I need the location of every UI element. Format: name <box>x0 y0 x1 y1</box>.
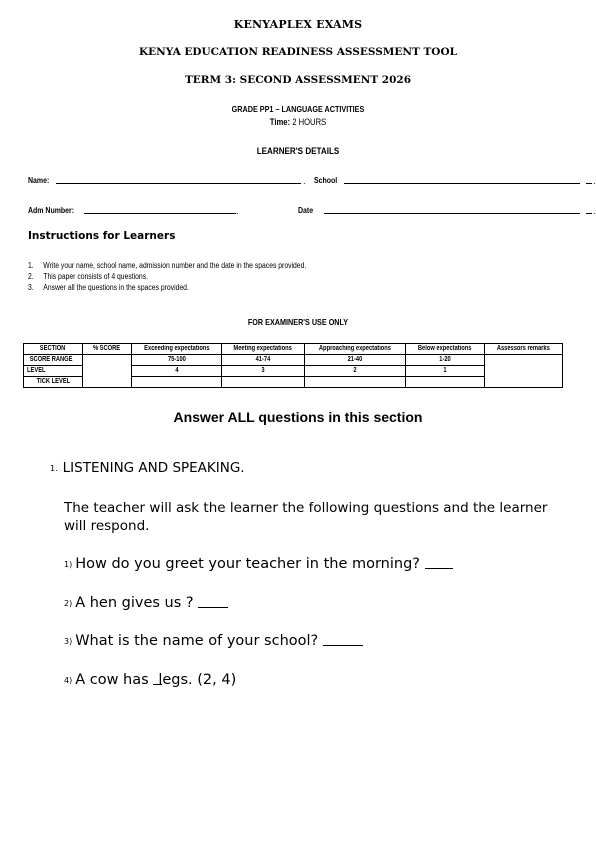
org-title: KENYAPLEX EXAMS <box>233 18 363 31</box>
adm-field[interactable] <box>84 213 236 214</box>
adm-dot: . <box>236 206 239 216</box>
sub-question-3 <box>64 632 363 649</box>
row-label: LEVEL <box>24 366 83 377</box>
time-value: 2 HOURS <box>292 117 327 127</box>
instructions-title: Instructions for Learners <box>28 230 176 242</box>
name-dot: . <box>303 176 306 186</box>
table-cell: 21-40 <box>305 355 406 366</box>
header-cell: % SCORE <box>83 344 132 355</box>
grade-title: GRADE PP1 – LANGUAGE ACTIVITIES <box>231 104 365 114</box>
sub-text: What is the name of your school? <box>75 633 319 649</box>
answer-blank[interactable] <box>425 555 453 569</box>
sub-num: 1) <box>64 560 73 569</box>
score-cell[interactable] <box>83 355 132 388</box>
section-instruction: Answer ALL questions in this section <box>173 409 423 425</box>
sub-text: How do you greet your teacher in the morning? <box>75 556 420 572</box>
instruction-item <box>28 282 400 293</box>
sub-text-post: legs. (2, 4) <box>158 672 237 688</box>
question-1-intro: The teacher will ask the learner the following questions and the learner will respond. <box>64 500 548 534</box>
sub-question-1 <box>64 555 453 572</box>
header-cell: Assessors remarks <box>485 344 563 355</box>
term-title: TERM 3: SECOND ASSESSMENT 2026 <box>184 74 412 86</box>
header-cell: Approaching expectations <box>305 344 406 355</box>
row-label: TICK LEVEL <box>24 377 83 388</box>
details-title: LEARNER'S DETAILS <box>256 146 340 157</box>
date-tail <box>586 213 592 214</box>
school-field[interactable] <box>344 183 580 184</box>
table-header-row <box>24 344 563 355</box>
table-cell: 41-74 <box>222 355 305 366</box>
instruction-text: Write your name, school name, admission number and the date in the spaces provided. <box>43 261 307 270</box>
tick-cell[interactable] <box>406 377 485 388</box>
date-dot: . <box>593 206 596 216</box>
name-label: Name: <box>28 175 50 185</box>
tick-cell[interactable] <box>132 377 222 388</box>
tick-cell[interactable] <box>222 377 305 388</box>
table-cell: 3 <box>222 366 305 377</box>
sub-text: A cow has <box>75 672 149 688</box>
instruction-text: This paper consists of 4 questions. <box>43 272 149 281</box>
question-title-text: LISTENING AND SPEAKING. <box>62 460 245 476</box>
tool-title: KENYA EDUCATION READINESS ASSESSMENT TOOL <box>139 46 457 58</box>
answer-blank[interactable] <box>323 632 363 646</box>
date-label: Date <box>298 205 314 215</box>
instruction-num: 2. <box>28 272 34 281</box>
adm-date-row <box>28 202 596 216</box>
time-line <box>45 117 552 127</box>
table-cell: 1 <box>406 366 485 377</box>
instruction-item <box>28 271 400 282</box>
table-cell: 2 <box>305 366 406 377</box>
question-num: 1. <box>50 464 58 473</box>
table-cell: 1-20 <box>406 355 485 366</box>
examiner-table <box>23 343 563 388</box>
tick-cell[interactable] <box>305 377 406 388</box>
instruction-item <box>28 260 400 271</box>
instruction-num: 1. <box>28 261 34 270</box>
row-label: SCORE RANGE <box>24 355 83 366</box>
sub-text: A hen gives us ? <box>75 595 194 611</box>
date-field[interactable] <box>324 213 580 214</box>
sub-question-2 <box>64 594 228 611</box>
question-1-title <box>50 460 245 476</box>
sub-num: 2) <box>64 599 73 608</box>
sub-num: 3) <box>64 637 73 646</box>
examiner-title: FOR EXAMINER'S USE ONLY <box>247 317 349 327</box>
instruction-num: 3. <box>28 283 34 292</box>
table-cell: 4 <box>132 366 222 377</box>
header-cell: Below expectations <box>406 344 485 355</box>
school-dot: . <box>593 176 596 186</box>
score-range-row <box>24 355 563 366</box>
time-label: Time: <box>269 117 291 127</box>
school-label: School <box>314 175 338 185</box>
header-cell: SECTION <box>24 344 83 355</box>
remarks-cell[interactable] <box>485 355 563 388</box>
answer-blank[interactable] <box>198 594 228 608</box>
school-tail <box>586 183 592 184</box>
header-cell: Meeting expectations <box>222 344 305 355</box>
instructions-list <box>28 260 466 293</box>
adm-label: Adm Number: <box>28 205 75 215</box>
table-cell: 75-100 <box>132 355 222 366</box>
instruction-text: Answer all the questions in the spaces provided. <box>43 283 189 292</box>
sub-num: 4) <box>64 676 73 685</box>
header-cell: Exceeding expectations <box>132 344 222 355</box>
name-field[interactable] <box>56 183 301 184</box>
sub-question-4 <box>64 671 236 688</box>
name-school-row <box>28 172 596 186</box>
